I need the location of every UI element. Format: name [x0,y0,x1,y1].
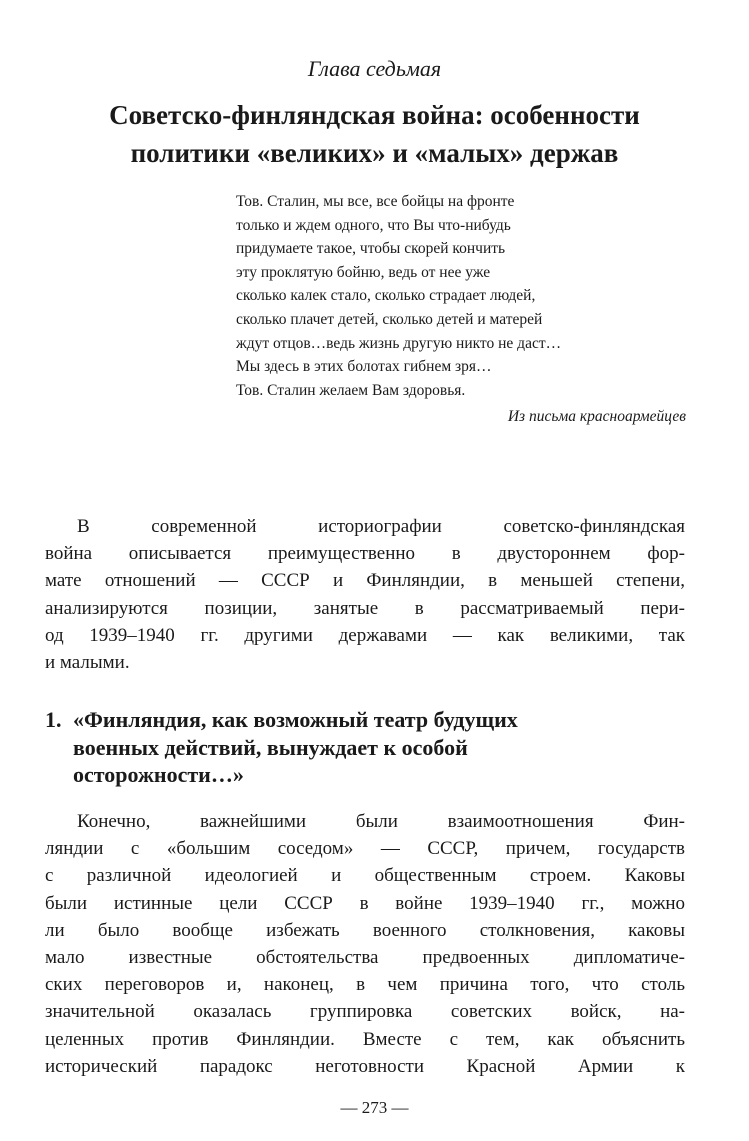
intro-paragraph [45,513,685,676]
paragraph-line: значительной оказалась группировка советских войск, на- [45,1001,685,1023]
epigraph-line: сколько плачет детей, сколько детей и матерей [236,310,543,328]
paragraph-line: исторический парадокс неготовности Красной Армии к [45,1055,685,1077]
section-paragraph [45,808,685,1080]
paragraph-line: были истинные цели СССР в войне 1939–1940 гг., можно [45,892,685,914]
page-number: — 273 — [340,1098,409,1117]
paragraph-line: война описывается преимущественно в двустороннем фор- [45,543,685,565]
epigraph-line: Тов. Сталин желаем Вам здоровья. [236,381,466,399]
chapter-label: Глава седьмая [307,56,442,81]
epigraph-line: Тов. Сталин, мы все, все бойцы на фронте [236,193,515,210]
section-title-line: «Финляндия, как возможный театр будущих [73,707,518,732]
epigraph-line: Мы здесь в этих болотах гибнем зря… [236,358,492,376]
epigraph-line: ждут отцов…ведь жизнь другую никто не даст… [236,334,562,352]
chapter-title-line: политики «великих» и «малых» держав [130,138,619,168]
epigraph-line: сколько калек стало, сколько страдает людей, [236,287,536,305]
paragraph-line: с различной идеологией и общественным строем. Каковы [45,865,685,887]
chapter-title-line: Советско-финляндская война: особенности [109,100,640,130]
epigraph-line: придумаете такое, чтобы скорей кончить [236,240,506,258]
epigraph-line: только и ждем одного, что Вы что-нибудь [236,216,511,234]
section-title-line: военных действий, вынуждает к особой [73,734,468,760]
paragraph-line: целенных против Финляндии. Вместе с тем, как объяснить [45,1028,685,1050]
section-title-line: осторожности…» [73,762,244,787]
paragraph-line: ляндии с «большим соседом» — СССР, причем, государств [45,838,685,860]
section-heading [45,706,685,789]
paragraph-line: Конечно, важнейшими были взаимоотношения Фин- [77,811,685,832]
paragraph-line: и малыми. [45,652,130,674]
paragraph-line: мате отношений — СССР и Финляндии, в меньшей степени, [45,570,685,592]
chapter-title [30,96,719,172]
paragraph-line: мало известные обстоятельства предвоенных дипломатиче- [45,947,685,969]
paragraph-line: од 1939–1940 гг. другими державами — как великими, так [45,624,685,646]
paragraph-line: ли было вообще избежать военного столкновения, каковы [45,919,685,941]
section-number: 1. [45,707,62,732]
epigraph-line: эту проклятую бойню, ведь от нее уже [236,263,491,281]
epigraph-source: Из письма красноармейцев [507,408,686,426]
epigraph [236,190,686,429]
paragraph-line: В современной историографии советско-финляндская [77,516,685,537]
paragraph-line: анализируются позиции, занятые в рассматриваемый пери- [45,597,685,619]
paragraph-line: ских переговоров и, наконец, в чем причина того, что столь [45,974,685,996]
